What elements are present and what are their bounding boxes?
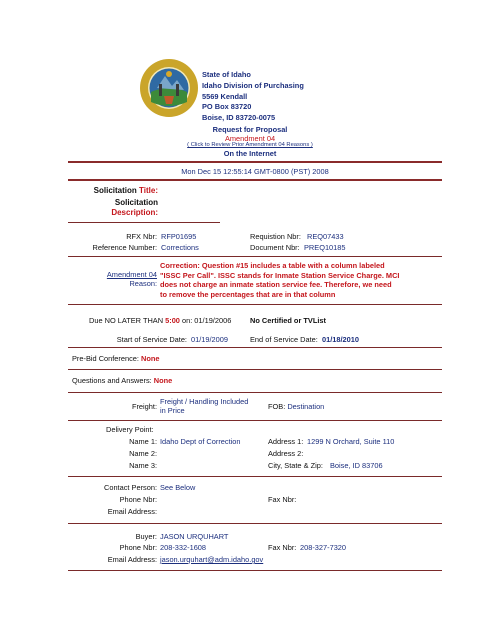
divider <box>68 369 442 370</box>
freight-label: Freight: <box>131 402 157 411</box>
address-line-3: 5569 Kendall <box>202 92 248 101</box>
req-value: REQ07433 <box>307 232 344 241</box>
divider <box>68 222 220 223</box>
contact-value: See Below <box>160 483 196 492</box>
buyer-email-link[interactable]: jason.urquhart@adm.idaho.gov <box>160 555 264 564</box>
addr1-label: Address 1: <box>268 437 304 446</box>
timestamp: Mon Dec 15 12:55:14 GMT-0800 (PST) 2008 <box>181 167 329 176</box>
name1-label: Name 1: <box>129 437 157 446</box>
solicitation-title-label: Solicitation Title: <box>93 186 158 195</box>
questions-line: Questions and Answers: None <box>72 376 173 385</box>
address-line-1: State of Idaho <box>202 70 251 79</box>
freight-value-2: in Price <box>160 406 185 415</box>
name1-value: Idaho Dept of Correction <box>160 437 241 446</box>
contact-label: Contact Person: <box>104 483 157 492</box>
addr1-value: 1299 N Orchard, Suite 110 <box>307 437 395 446</box>
end-label: End of Service Date: <box>250 335 318 344</box>
start-value: 01/19/2009 <box>191 335 228 344</box>
address-line-4: PO Box 83720 <box>202 102 252 111</box>
divider <box>68 256 442 257</box>
doc-value: PREQ10185 <box>304 243 346 252</box>
address-line-5: Boise, ID 83720-0075 <box>202 113 276 122</box>
start-label: Start of Service Date: <box>116 335 187 344</box>
addr2-label: Address 2: <box>268 449 304 458</box>
buyer-fax-label: Fax Nbr: <box>268 543 297 552</box>
divider <box>68 570 442 571</box>
req-label: Requistion Nbr: <box>250 232 301 241</box>
divider <box>68 304 442 305</box>
divider <box>68 161 442 163</box>
name3-label: Name 3: <box>129 461 157 470</box>
city-value: Boise, ID 83706 <box>330 461 383 470</box>
review-amendment-link[interactable]: ( Click to Review Prior Amendment 04 Reasons ) <box>187 142 313 148</box>
city-label: City, State & Zip: <box>268 461 323 470</box>
amendment-label: Amendment 04 <box>224 134 276 143</box>
address-line-2: Idaho Division of Purchasing <box>202 81 304 90</box>
buyer-phone-label: Phone Nbr: <box>119 543 157 552</box>
prebid-line: Pre-Bid Conference: None <box>72 354 160 363</box>
fob-line: FOB: Destination <box>268 402 325 411</box>
solicitation-desc-label: Solicitation <box>114 198 158 207</box>
doc-label: Document Nbr: <box>250 243 300 252</box>
doc-title: Request for Proposal <box>212 125 288 134</box>
state-seal-icon <box>139 58 199 118</box>
buyer-label: Buyer: <box>135 532 157 541</box>
buyer-phone-value: 208-332-1608 <box>160 543 207 552</box>
buyer-email-label: Email Address: <box>107 555 157 564</box>
state-seal <box>139 58 199 118</box>
divider <box>68 179 442 181</box>
contact-email-label: Email Address: <box>107 507 157 516</box>
rfx-label: RFX Nbr: <box>126 232 157 241</box>
ref-value: Corrections <box>161 243 199 252</box>
divider <box>68 523 442 524</box>
name2-label: Name 2: <box>129 449 157 458</box>
reason-label: Reason: <box>129 279 157 288</box>
solicitation-desc-label-red: Description: <box>111 208 158 217</box>
ref-label: Reference Number: <box>92 243 157 252</box>
divider <box>68 420 442 421</box>
delivery-title: Delivery Point: <box>106 425 154 434</box>
buyer-value: JASON URQUHART <box>160 532 229 541</box>
end-value: 01/18/2010 <box>322 335 359 344</box>
divider <box>68 476 442 477</box>
rfx-value: RFP01695 <box>161 232 197 241</box>
certified-text: No Certified or TVList <box>250 316 326 325</box>
freight-value-1: Freight / Handling Included <box>160 397 249 406</box>
contact-fax-label: Fax Nbr: <box>268 495 297 504</box>
divider <box>68 347 442 348</box>
amendment-link[interactable]: Amendment 04 <box>106 270 157 279</box>
contact-phone-label: Phone Nbr: <box>119 495 157 504</box>
on-internet: On the Internet <box>223 149 277 158</box>
buyer-fax-value: 208-327-7320 <box>300 543 347 552</box>
due-line: Due NO LATER THAN 5:00 on: 01/19/2006 <box>89 316 232 325</box>
amendment-reason-text: Correction: Question #15 includes a table with a column labeled "ISSC Per Call". ISSC stands for Inmate Station Service Charge. MCI does not charge an inmate station service fee. Therefore, we need to remove the percentages that are in that column <box>160 261 400 299</box>
divider <box>68 392 442 393</box>
